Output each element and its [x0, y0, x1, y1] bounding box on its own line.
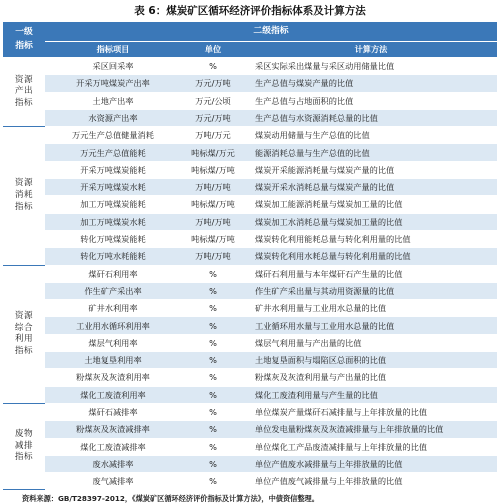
indicator-method: 生产总值与煤炭产量的比值	[245, 75, 497, 92]
indicator-unit: %	[181, 317, 245, 334]
indicator-method: 作生矿产采出量与其动用资源量的比值	[245, 282, 497, 299]
table-row	[3, 317, 497, 334]
indicator-method: 能源消耗总量与生产总值的比值	[245, 144, 497, 161]
indicator-unit: 万元/万吨	[181, 109, 245, 126]
indicator-unit: %	[181, 403, 245, 420]
indicator-unit: 吨标煤/万吨	[181, 161, 245, 178]
indicator-method: 粉煤灰及灰渣利用量与产出量的比值	[245, 369, 497, 386]
table-row	[3, 179, 497, 196]
category-cell: 资源 消耗 指标	[3, 127, 45, 265]
indicator-item: 转化万吨煤炭能耗	[45, 230, 181, 247]
table-row	[3, 230, 497, 247]
indicator-item: 粉煤灰及灰渣减排率	[45, 421, 181, 438]
indicator-item: 煤层气利用率	[45, 334, 181, 351]
indicator-method: 单位煤炭产量煤矸石减排量与上年排放量的比值	[245, 403, 497, 420]
indicator-item: 作生矿产采出率	[45, 282, 181, 299]
indicator-method: 土地复垦面积与塌陷区总面积的比值	[245, 352, 497, 369]
indicator-item: 开采万吨煤炭水耗	[45, 179, 181, 196]
indicator-item: 废水减排率	[45, 455, 181, 472]
indicator-method: 单位产值废水减排量与上年排放量的比值	[245, 455, 497, 472]
indicator-item: 矿井水利用率	[45, 300, 181, 317]
indicator-unit: %	[181, 473, 245, 490]
indicator-method: 煤矸石利用量与本年煤矸石产生量的比值	[245, 265, 497, 282]
indicator-item: 万元生产总值健量消耗	[45, 127, 181, 144]
table-row	[3, 265, 497, 282]
indicator-item: 煤化工废渣减排率	[45, 438, 181, 455]
header-row-secondary	[3, 42, 497, 58]
level1-header: 一级 指标	[3, 22, 45, 58]
table-row	[3, 213, 497, 230]
indicator-unit: 万元/公顷	[181, 92, 245, 109]
table-row	[3, 369, 497, 386]
indicator-item: 粉煤灰及灰渣利用率	[45, 369, 181, 386]
indicator-unit: 万元/万吨	[181, 75, 245, 92]
indicator-unit: %	[181, 265, 245, 282]
indicator-item: 水资源产出率	[45, 109, 181, 126]
indicator-unit: %	[181, 455, 245, 472]
indicator-unit: 万吨/万吨	[181, 179, 245, 196]
indicator-item: 煤矸石利用率	[45, 265, 181, 282]
indicator-unit: %	[181, 300, 245, 317]
table-row	[3, 127, 497, 144]
indicator-method: 生产总值与水资源消耗总量的比值	[245, 109, 497, 126]
unit-column-header: 单位	[181, 42, 245, 58]
indicator-method: 采区实际采出煤量与采区动用储量比值	[245, 58, 497, 75]
indicator-method: 煤炭开采水消耗总量与煤炭产量的比值	[245, 179, 497, 196]
indicator-unit: 万吨/万吨	[181, 213, 245, 230]
table-title: 表 6：煤炭矿区循环经济评价指标体系及计算方法	[134, 5, 366, 17]
indicator-item: 万元生产总值能耗	[45, 144, 181, 161]
table-row	[3, 403, 497, 420]
source-note: 资料来源：GB/T28397-2012，《煤炭矿区循环经济评价指标及计算方法》，中债资信整理。	[22, 494, 319, 504]
category-cell: 资源 产出 指标	[3, 58, 45, 127]
indicator-method: 煤炭加工水消耗总量与煤炭加工量的比值	[245, 213, 497, 230]
indicator-method: 煤炭转化利用能耗总量与转化利用量的比值	[245, 230, 497, 247]
indicator-item: 开采万吨煤炭产出率	[45, 75, 181, 92]
table-row	[3, 455, 497, 472]
indicator-method: 矿井水利用量与工业用水总量的比值	[245, 300, 497, 317]
indicator-unit: %	[181, 421, 245, 438]
level2-header: 二级指标	[45, 22, 497, 42]
table-row	[3, 282, 497, 299]
indicator-item: 采区回采率	[45, 58, 181, 75]
indicator-method: 单位产值废气减排量与上年排放量的比值	[245, 473, 497, 490]
indicator-unit: %	[181, 352, 245, 369]
indicator-item: 煤化工废渣利用率	[45, 386, 181, 403]
indicator-unit: 吨标煤/万吨	[181, 196, 245, 213]
indicator-method: 工业循环用水量与工业用水总量的比值	[245, 317, 497, 334]
header-row-primary	[3, 22, 497, 42]
indicator-item: 加工万吨煤炭水耗	[45, 213, 181, 230]
indicator-item: 土地复垦利用率	[45, 352, 181, 369]
table-row	[3, 248, 497, 265]
indicator-unit: %	[181, 438, 245, 455]
table-row	[3, 300, 497, 317]
indicator-method: 煤层气利用量与产出量的比值	[245, 334, 497, 351]
table-row	[3, 473, 497, 490]
indicator-table	[3, 22, 497, 490]
indicator-item: 废气减排率	[45, 473, 181, 490]
indicator-unit: %	[181, 334, 245, 351]
indicator-method: 煤炭加工能源消耗量与煤炭加工量的比值	[245, 196, 497, 213]
indicator-method: 煤化工废渣利用量与产生量的比值	[245, 386, 497, 403]
table-row	[3, 109, 497, 126]
indicator-item: 转化万吨水耗能耗	[45, 248, 181, 265]
table-row	[3, 161, 497, 178]
indicator-unit: 万吨/万元	[181, 127, 245, 144]
indicator-method: 煤炭动用储量与生产总值的比值	[245, 127, 497, 144]
indicator-unit: 吨标煤/万元	[181, 144, 245, 161]
table-row	[3, 75, 497, 92]
table-row	[3, 352, 497, 369]
indicator-method: 单位煤化工产品废渣减排量与上年排放量的比值	[245, 438, 497, 455]
indicator-method: 煤炭开采能源消耗量与煤炭产量的比值	[245, 161, 497, 178]
item-column-header: 指标项目	[45, 42, 181, 58]
table-row	[3, 334, 497, 351]
indicator-item: 土地产出率	[45, 92, 181, 109]
method-column-header: 计算方法	[245, 42, 497, 58]
table-row	[3, 144, 497, 161]
table-row	[3, 92, 497, 109]
table-row	[3, 58, 497, 75]
indicator-method: 单位发电量粉煤灰及灰渣减排量与上年排放量的比值	[245, 421, 497, 438]
table-row	[3, 386, 497, 403]
indicator-unit: 吨标煤/万吨	[181, 230, 245, 247]
category-cell: 废物 减排 指标	[3, 403, 45, 489]
indicator-unit: 万吨/万吨	[181, 248, 245, 265]
indicator-item: 煤矸石减排率	[45, 403, 181, 420]
table-row	[3, 421, 497, 438]
table-row	[3, 196, 497, 213]
indicator-unit: %	[181, 58, 245, 75]
indicator-unit: %	[181, 282, 245, 299]
indicator-method: 煤炭转化利用水耗总量与转化利用量的比值	[245, 248, 497, 265]
indicator-item: 加工万吨煤炭能耗	[45, 196, 181, 213]
category-cell: 资源 综合 利用 指标	[3, 265, 45, 403]
indicator-method: 生产总值与占地面积的比值	[245, 92, 497, 109]
indicator-item: 工业用水循环利用率	[45, 317, 181, 334]
indicator-unit: %	[181, 369, 245, 386]
indicator-item: 开采万吨煤炭能耗	[45, 161, 181, 178]
indicator-unit: %	[181, 386, 245, 403]
